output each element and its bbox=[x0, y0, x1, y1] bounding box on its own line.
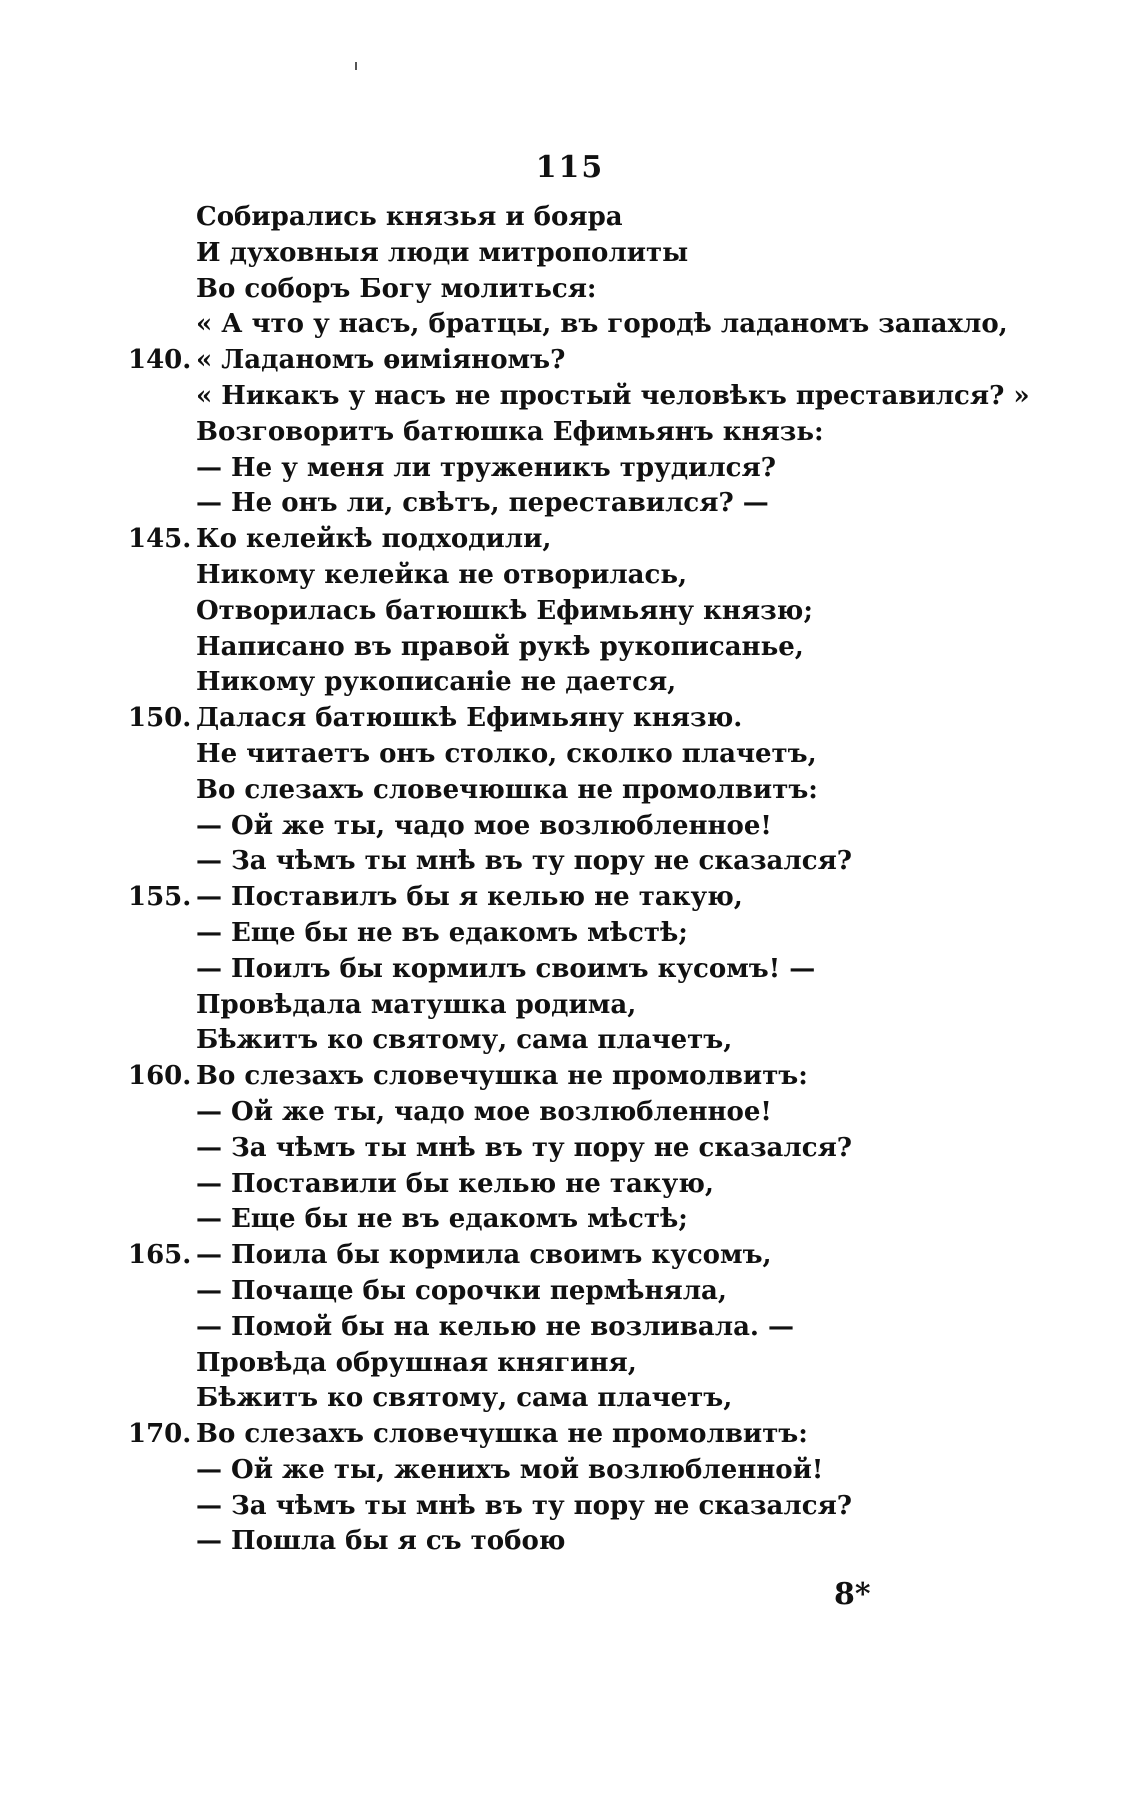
verse-line bbox=[128, 1524, 1108, 1560]
verse-line bbox=[128, 200, 1108, 236]
verse-line bbox=[128, 1310, 1108, 1346]
verse-line bbox=[128, 773, 1108, 809]
verse-text: — Поставилъ бы я келью не такую, bbox=[196, 882, 743, 913]
verse-text: — За чѣмъ ты мнѣ въ ту пору не сказался? bbox=[196, 1490, 853, 1521]
verse-line bbox=[128, 379, 1108, 415]
verse-text: И духовныя люди митрополиты bbox=[196, 237, 689, 268]
verse-line bbox=[128, 809, 1108, 845]
verse-line bbox=[128, 1453, 1108, 1489]
verse-line bbox=[128, 1202, 1108, 1238]
verse-line bbox=[128, 1346, 1108, 1382]
verse-text: — Почаще бы сорочки пермѣняла, bbox=[196, 1275, 727, 1306]
verse-line bbox=[128, 1417, 1108, 1453]
line-number: 155. bbox=[128, 882, 192, 913]
verse-text: Не читаетъ онъ столко, сколко плачетъ, bbox=[196, 738, 817, 769]
verse-text: « Ладаномъ ѳиміяномъ? bbox=[196, 345, 566, 376]
verse-text: Никому рукописаніе не дается, bbox=[196, 667, 677, 698]
verse-text: Бѣжитъ ко святому, сама плачетъ, bbox=[196, 1025, 733, 1056]
verse-line bbox=[128, 1489, 1108, 1525]
scan-mark bbox=[355, 62, 357, 70]
verse-text: Провѣдала матушка родима, bbox=[196, 989, 637, 1020]
verse-line bbox=[128, 952, 1108, 988]
verse-line bbox=[128, 343, 1108, 379]
verse-text: — Не у меня ли труженикъ трудился? bbox=[196, 452, 776, 483]
verse-text: Во соборъ Богу молиться: bbox=[196, 273, 597, 304]
verse-line bbox=[128, 916, 1108, 952]
verse-text: — Не онъ ли, свѣтъ, переставился? — bbox=[196, 488, 769, 519]
verse-text: Ко келейкѣ подходили, bbox=[196, 524, 552, 555]
verse-line bbox=[128, 236, 1108, 272]
page-number: 115 bbox=[535, 150, 605, 185]
verse-text: Собирались князья и бояра bbox=[196, 202, 623, 232]
verse-line bbox=[128, 486, 1108, 522]
verse-text: Написано въ правой рукѣ рукописанье, bbox=[196, 631, 804, 662]
verse-line bbox=[128, 415, 1108, 451]
verse-line bbox=[128, 522, 1108, 558]
verse-text: « Никакъ у насъ не простый человѣкъ преставился? » bbox=[196, 380, 1030, 411]
verse-text: — Ой же ты, женихъ мой возлюбленной! bbox=[196, 1454, 824, 1485]
verse-text: Во слезахъ словечушка не промолвитъ: bbox=[196, 1061, 808, 1092]
line-number: 170. bbox=[128, 1419, 192, 1450]
verse-text: « А что у насъ, братцы, въ городѣ ладаномъ запахло, bbox=[196, 309, 1008, 340]
verse-text: Возговоритъ батюшка Ефимьянъ князь: bbox=[196, 416, 824, 447]
verse-line bbox=[128, 272, 1108, 308]
verse-text: — Еще бы не въ едакомъ мѣстѣ; bbox=[196, 917, 688, 948]
verse-line bbox=[128, 1274, 1108, 1310]
verse-text: — Поила бы кормила своимъ кусомъ, bbox=[196, 1240, 772, 1271]
verse-line bbox=[128, 1381, 1108, 1417]
verse-line bbox=[128, 844, 1108, 880]
verse-line bbox=[128, 1095, 1108, 1131]
printer-signature-mark: 8* bbox=[834, 1577, 871, 1612]
verse-text: Провѣда обрушная княгиня, bbox=[196, 1347, 637, 1378]
verse-text: Никому келейка не отворилась, bbox=[196, 559, 688, 590]
verse-line bbox=[128, 307, 1108, 343]
verse-line bbox=[128, 988, 1108, 1024]
verse-text: — Ой же ты, чадо мое возлюбленное! bbox=[196, 1096, 772, 1127]
verse-text: Бѣжитъ ко святому, сама плачетъ, bbox=[196, 1383, 733, 1414]
verse-line bbox=[128, 1131, 1108, 1167]
verse-line bbox=[128, 701, 1108, 737]
line-number: 160. bbox=[128, 1061, 192, 1092]
verse-line bbox=[128, 451, 1108, 487]
line-number: 150. bbox=[128, 703, 192, 734]
verse-line bbox=[128, 1059, 1108, 1095]
verse-text: — Еще бы не въ едакомъ мѣстѣ; bbox=[196, 1204, 688, 1235]
line-number: 145. bbox=[128, 524, 192, 555]
line-number: 140. bbox=[128, 345, 192, 376]
verse-text: — Пошла бы я съ тобою bbox=[196, 1526, 566, 1557]
verse-block bbox=[128, 200, 1108, 1560]
verse-text: Во слезахъ словечюшка не промолвитъ: bbox=[196, 774, 818, 805]
verse-line bbox=[128, 1167, 1108, 1203]
verse-line bbox=[128, 594, 1108, 630]
verse-text: — За чѣмъ ты мнѣ въ ту пору не сказался? bbox=[196, 846, 853, 877]
verse-text: — Ой же ты, чадо мое возлюбленное! bbox=[196, 810, 772, 841]
verse-line bbox=[128, 558, 1108, 594]
verse-text: — За чѣмъ ты мнѣ въ ту пору не сказался? bbox=[196, 1132, 853, 1163]
verse-line bbox=[128, 1238, 1108, 1274]
verse-text: — Помой бы на келью не возливала. — bbox=[196, 1311, 795, 1342]
verse-line bbox=[128, 665, 1108, 701]
verse-line bbox=[128, 880, 1108, 916]
verse-line bbox=[128, 1023, 1108, 1059]
verse-line bbox=[128, 737, 1108, 773]
verse-text: — Поилъ бы кормилъ своимъ кусомъ! — bbox=[196, 953, 816, 984]
verse-text: — Поставили бы келью не такую, bbox=[196, 1168, 714, 1199]
verse-line bbox=[128, 630, 1108, 666]
line-number: 165. bbox=[128, 1240, 192, 1271]
verse-text: Далася батюшкѣ Ефимьяну князю. bbox=[196, 703, 743, 734]
verse-text: Отворилась батюшкѣ Ефимьяну князю; bbox=[196, 595, 813, 626]
verse-text: Во слезахъ словечушка не промолвитъ: bbox=[196, 1419, 808, 1450]
